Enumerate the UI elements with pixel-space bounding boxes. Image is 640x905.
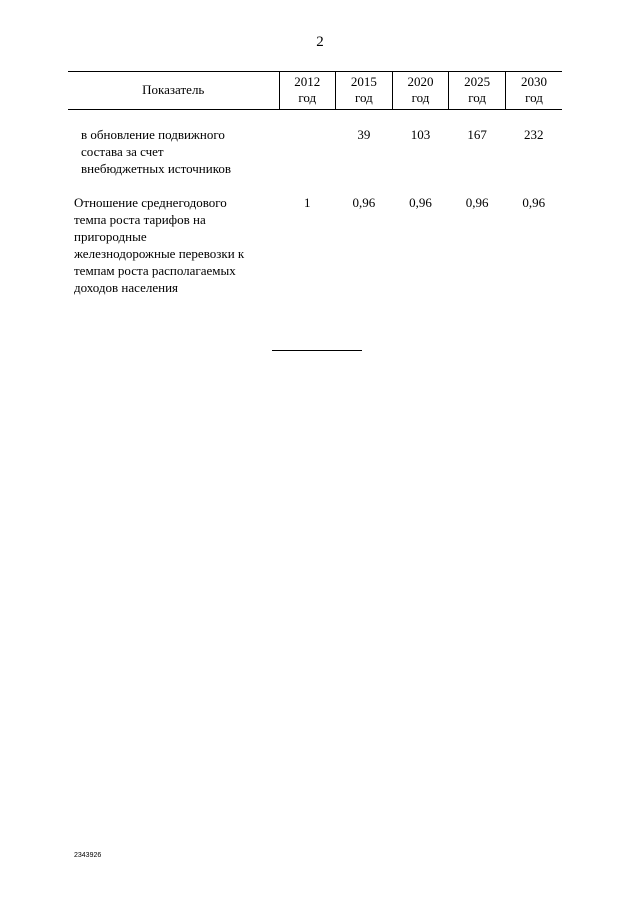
end-divider — [272, 350, 362, 351]
header-year-value: 2025 — [464, 74, 491, 89]
cell-2020: 0,96 — [409, 195, 432, 210]
row-label-line: пригородные — [74, 229, 147, 244]
table-row — [68, 110, 562, 178]
header-year-value: 2020 — [407, 74, 434, 89]
header-year-2025 — [449, 72, 506, 110]
table-header-row — [68, 72, 562, 110]
header-year-unit: год — [411, 90, 430, 105]
document-code: 2343926 — [74, 852, 102, 859]
row-label-line: темпам роста располагаемых — [74, 263, 236, 278]
indicators-table — [68, 71, 562, 296]
row-label-line: внебюджетных источников — [81, 161, 231, 176]
header-year-value: 2012 — [294, 74, 321, 89]
row-label-line: состава за счет — [81, 144, 164, 159]
header-year-unit: год — [468, 90, 486, 105]
header-indicator: Показатель — [68, 72, 279, 110]
page-number: 2 — [316, 34, 324, 50]
header-year-unit: год — [355, 90, 373, 105]
header-year-2030 — [505, 72, 562, 110]
cell-2012 — [279, 110, 336, 178]
cell-2012: 1 — [304, 195, 311, 210]
cell-2015: 39 — [357, 127, 371, 142]
cell-2030: 232 — [523, 127, 544, 142]
row-label-line: темпа роста тарифов на — [74, 212, 206, 227]
cell-2015: 0,96 — [352, 195, 376, 210]
header-year-value: 2030 — [520, 74, 547, 89]
row-label — [68, 177, 279, 296]
header-year-2015 — [336, 72, 393, 110]
header-year-2012 — [279, 72, 336, 110]
row-label-line: Отношение среднегодового — [74, 195, 227, 210]
cell-2030: 0,96 — [522, 195, 546, 210]
header-year-unit: год — [525, 90, 543, 105]
row-label — [68, 110, 279, 178]
row-label-line: железнодорожные перевозки к — [74, 246, 245, 261]
header-year-value: 2015 — [350, 74, 377, 89]
cell-2025: 0,96 — [465, 195, 489, 210]
cell-2025: 167 — [467, 127, 487, 142]
header-year-unit: год — [298, 90, 317, 105]
cell-2020: 103 — [410, 127, 431, 142]
row-label-line: в обновление подвижного — [81, 127, 225, 142]
row-label-line: доходов населения — [74, 280, 178, 295]
header-year-2020 — [392, 72, 449, 110]
table-row — [68, 177, 562, 296]
